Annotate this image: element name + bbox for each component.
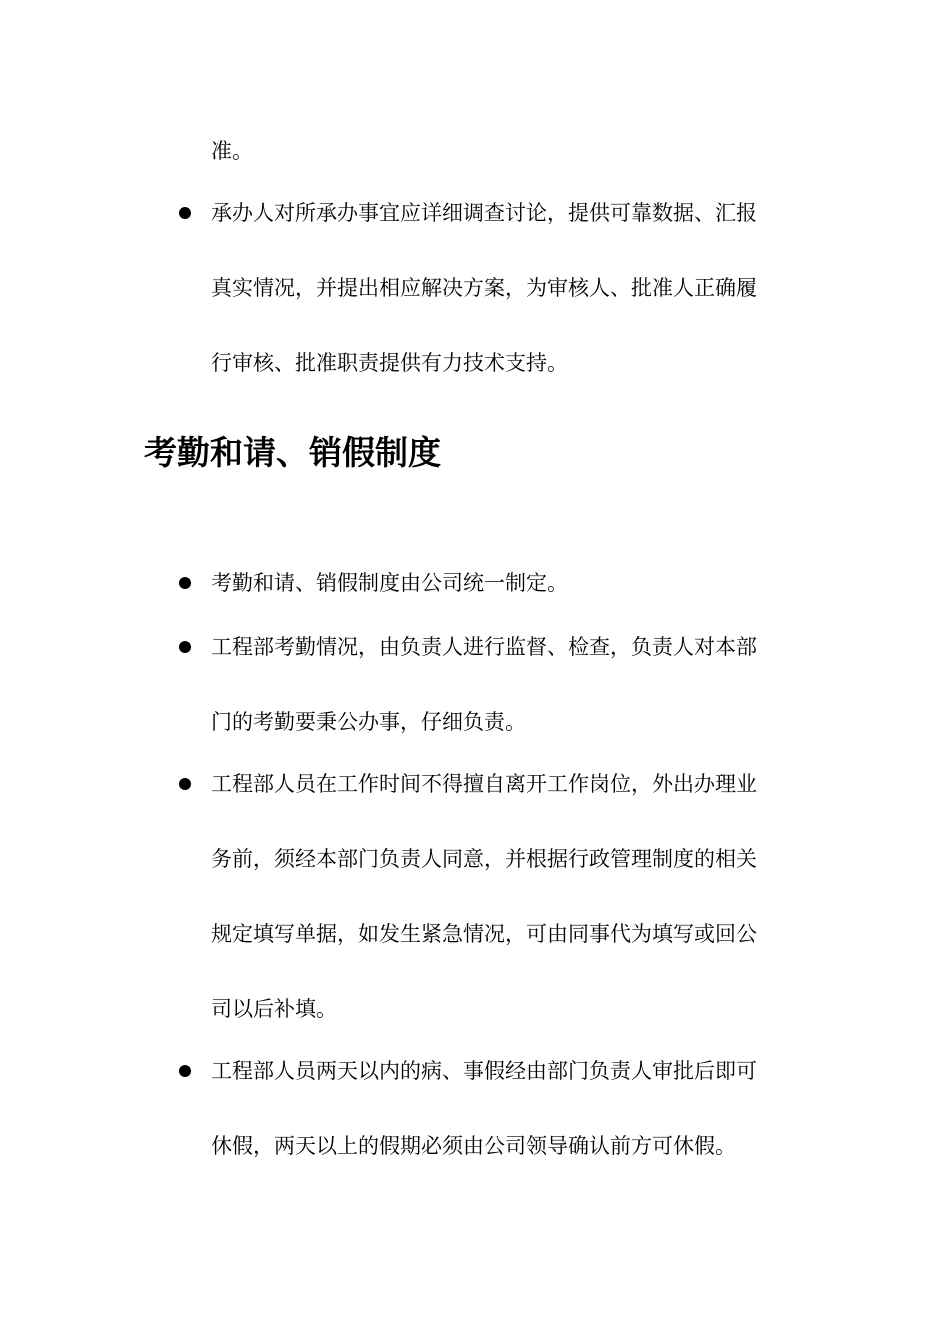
list-item-line: 考勤和请、销假制度由公司统一制定。 <box>211 571 568 595</box>
list-item-line: 工程部考勤情况，由负责人进行监督、检查，负责人对本部 <box>211 635 757 659</box>
list-item-line: 务前，须经本部门负责人同意，并根据行政管理制度的相关 <box>211 847 757 871</box>
list-item-line: 司以后补填。 <box>211 997 337 1021</box>
list-item-line: 真实情况，并提出相应解决方案，为审核人、批准人正确履 <box>211 276 757 300</box>
bullet-icon <box>179 577 191 589</box>
section-heading: 考勤和请、销假制度 <box>144 433 441 472</box>
list-item-line: 规定填写单据，如发生紧急情况，可由同事代为填写或回公 <box>211 922 757 946</box>
list-item-line: 行审核、批准职责提供有力技术支持。 <box>211 351 568 375</box>
list-item-line: 承办人对所承办事宜应详细调查讨论，提供可靠数据、汇报 <box>211 201 757 225</box>
bullet-icon <box>179 641 191 653</box>
bullet-icon <box>179 1065 191 1077</box>
continuation-text: 准。 <box>211 139 253 163</box>
bullet-icon <box>179 778 191 790</box>
list-item-line: 工程部人员两天以内的病、事假经由部门负责人审批后即可 <box>211 1059 757 1083</box>
list-item-line: 休假，两天以上的假期必须由公司领导确认前方可休假。 <box>211 1134 736 1158</box>
list-item-line: 门的考勤要秉公办事，仔细负责。 <box>211 710 526 734</box>
bullet-icon <box>179 207 191 219</box>
list-item-line: 工程部人员在工作时间不得擅自离开工作岗位，外出办理业 <box>211 772 757 796</box>
